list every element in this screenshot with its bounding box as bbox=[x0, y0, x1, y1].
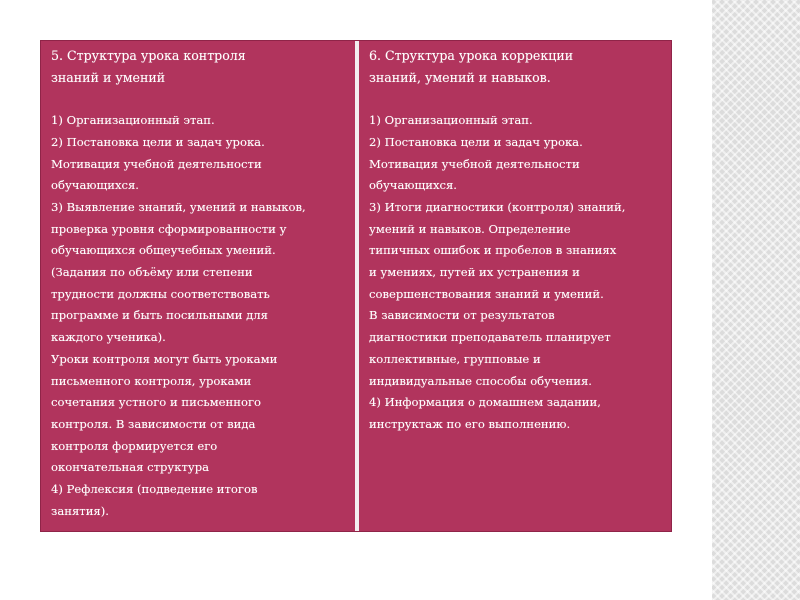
text-line: обучающихся. bbox=[369, 178, 457, 193]
heading-line: 6. Структура урока коррекции bbox=[369, 48, 574, 63]
text-line: сочетания устного и письменного bbox=[51, 395, 261, 410]
text-line: трудности должны соответствовать bbox=[51, 286, 270, 301]
spacer bbox=[369, 88, 665, 110]
column-body bbox=[369, 110, 665, 436]
text-line: диагностики преподаватель планирует bbox=[369, 330, 611, 345]
decorative-side-panel bbox=[712, 0, 800, 600]
text-line: проверка уровня сформированности у bbox=[51, 221, 287, 236]
heading-line: знаний, умений и навыков. bbox=[369, 69, 551, 85]
text-line: письменного контроля, уроками bbox=[51, 373, 252, 388]
text-line: занятия). bbox=[51, 503, 109, 518]
heading-line: знаний и умений bbox=[51, 69, 166, 85]
text-line: 4) Информация о домашнем задании, bbox=[369, 395, 601, 410]
column-heading bbox=[51, 45, 349, 88]
text-line: и умениях, путей их устранения и bbox=[369, 265, 580, 280]
text-line: обучающихся общеучебных умений. bbox=[51, 243, 276, 258]
text-line: 1) Организационный этап. bbox=[369, 113, 533, 128]
text-line: программе и быть посильными для bbox=[51, 308, 268, 323]
text-line: 3) Выявление знаний, умений и навыков, bbox=[51, 199, 306, 214]
text-line: В зависимости от результатов bbox=[369, 308, 555, 323]
text-line: обучающихся. bbox=[51, 178, 139, 193]
text-line: окончательная структура bbox=[51, 460, 210, 475]
lesson-structure-control-column bbox=[41, 41, 357, 531]
spacer bbox=[51, 88, 349, 110]
text-line: инструктаж по его выполнению. bbox=[369, 416, 571, 431]
text-line: 2) Постановка цели и задач урока. bbox=[51, 134, 265, 149]
text-line: контроля. В зависимости от вида bbox=[51, 416, 256, 431]
text-line: коллективные, групповые и bbox=[369, 351, 541, 366]
text-line: контроля формируется его bbox=[51, 438, 218, 453]
text-line: Мотивация учебной деятельности bbox=[51, 156, 262, 171]
text-line: типичных ошибок и пробелов в знаниях bbox=[369, 243, 617, 258]
content-table bbox=[40, 40, 672, 532]
text-line: 4) Рефлексия (подведение итогов bbox=[51, 482, 258, 497]
text-line: 1) Организационный этап. bbox=[51, 113, 215, 128]
column-heading bbox=[369, 45, 665, 88]
heading-line: 5. Структура урока контроля bbox=[51, 48, 246, 63]
text-line: 2) Постановка цели и задач урока. bbox=[369, 134, 583, 149]
text-line: совершенствования знаний и умений. bbox=[369, 286, 604, 301]
column-body bbox=[51, 110, 349, 522]
text-line: (Задания по объёму или степени bbox=[51, 265, 253, 280]
text-line: Мотивация учебной деятельности bbox=[369, 156, 580, 171]
text-line: 3) Итоги диагностики (контроля) знаний, bbox=[369, 199, 626, 214]
text-line: каждого ученика). bbox=[51, 330, 166, 345]
text-line: умений и навыков. Определение bbox=[369, 221, 571, 236]
lesson-structure-correction-column bbox=[359, 41, 673, 531]
text-line: Уроки контроля могут быть уроками bbox=[51, 351, 278, 366]
text-line: индивидуальные способы обучения. bbox=[369, 373, 592, 388]
